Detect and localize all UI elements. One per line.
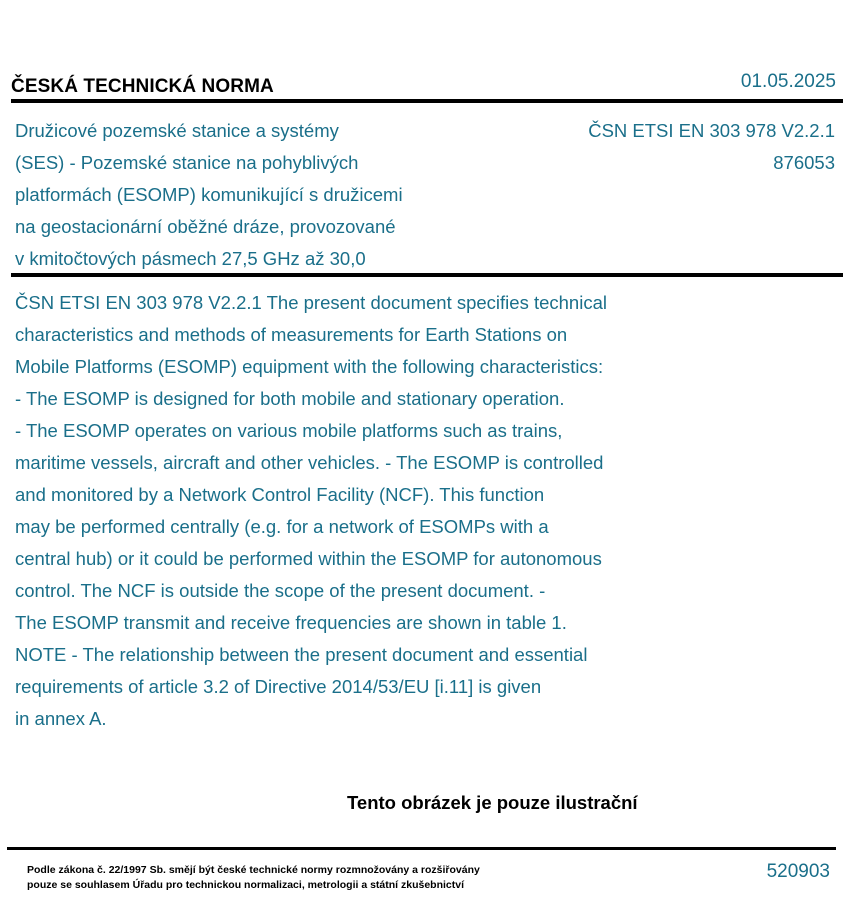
title-line: platformách (ESOMP) komunikující s družicemi [15, 184, 403, 205]
title-divider [11, 273, 843, 277]
abstract-line: - The ESOMP operates on various mobile platforms such as trains, [15, 420, 563, 441]
title-line: v kmitočtových pásmech 27,5 GHz až 30,0 [15, 248, 366, 269]
notice-line: Podle zákona č. 22/1997 Sb. smějí být české technické normy rozmnožovány a rozšiřovány [27, 864, 480, 876]
standard-code: ČSN ETSI EN 303 978 V2.2.1 [588, 120, 835, 141]
abstract-line: Mobile Platforms (ESOMP) equipment with the following characteristics: [15, 356, 604, 377]
norm-title: ČESKÁ TECHNICKÁ NORMA [11, 76, 274, 97]
abstract-text [15, 287, 775, 735]
abstract-line: maritime vessels, aircraft and other vehicles. - The ESOMP is controlled [15, 452, 604, 473]
standard-title [15, 115, 485, 275]
notice-line: pouze se souhlasem Úřadu pro technickou normalizaci, metrologii a státní zkušebnictví [27, 879, 465, 891]
abstract-line: ČSN ETSI EN 303 978 V2.2.1 The present document specifies technical [15, 292, 607, 313]
standard-identifier [588, 115, 835, 179]
abstract-line: The ESOMP transmit and receive frequencies are shown in table 1. [15, 612, 567, 633]
title-line: Družicové pozemské stanice a systémy [15, 120, 339, 141]
abstract-line: characteristics and methods of measurements for Earth Stations on [15, 324, 568, 345]
document-number: 520903 [766, 861, 830, 882]
header-divider [11, 99, 843, 103]
abstract-line: NOTE - The relationship between the present document and essential [15, 644, 588, 665]
abstract-line: and monitored by a Network Control Facility (NCF). This function [15, 484, 545, 505]
publication-date: 01.05.2025 [740, 71, 836, 92]
abstract-line: in annex A. [15, 708, 107, 729]
copyright-notice [27, 863, 480, 893]
abstract-line: requirements of article 3.2 of Directive 2014/53/EU [i.11] is given [15, 676, 542, 697]
illustrative-note: Tento obrázek je pouze ilustrační [347, 792, 638, 813]
title-line: (SES) - Pozemské stanice na pohyblivých [15, 152, 359, 173]
catalog-number: 876053 [773, 152, 835, 173]
abstract-line: control. The NCF is outside the scope of the present document. - [15, 580, 546, 601]
abstract-line: may be performed centrally (e.g. for a network of ESOMPs with a [15, 516, 549, 537]
footer-divider [7, 847, 836, 850]
title-line: na geostacionární oběžné dráze, provozované [15, 216, 396, 237]
abstract-line: - The ESOMP is designed for both mobile and stationary operation. [15, 388, 565, 409]
abstract-line: central hub) or it could be performed within the ESOMP for autonomous [15, 548, 602, 569]
